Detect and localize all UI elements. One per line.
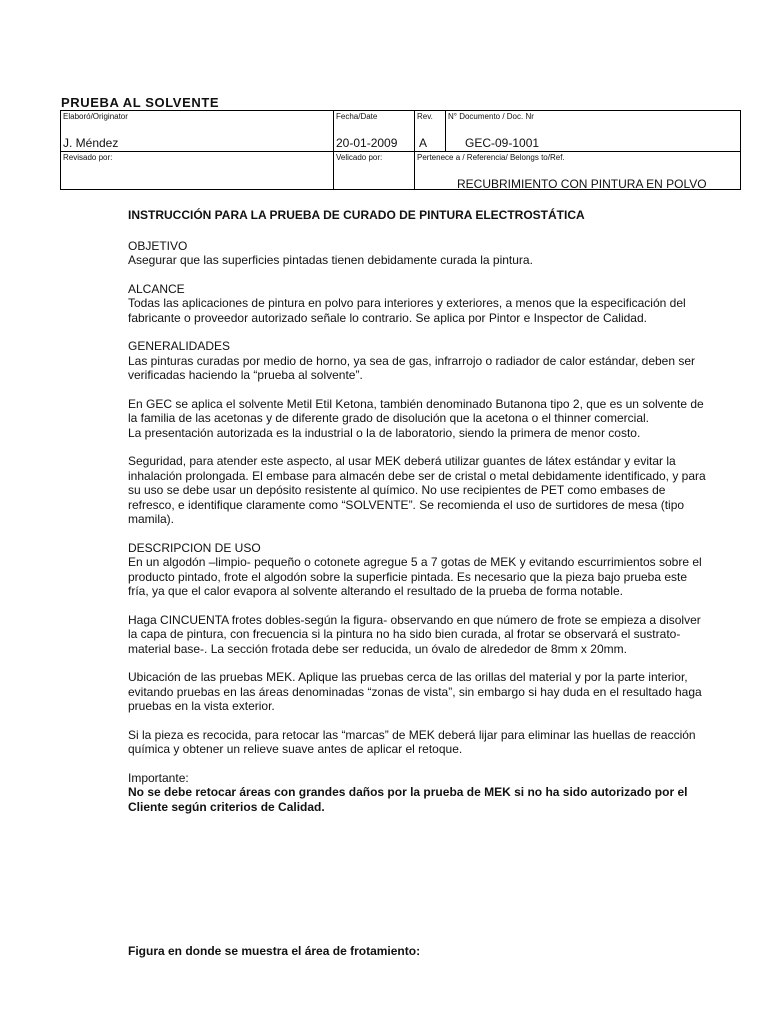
section-gec-solvent bbox=[128, 397, 708, 441]
objetivo-title: OBJETIVO bbox=[128, 238, 188, 253]
section-recocida bbox=[128, 728, 708, 757]
belongs-value: RECUBRIMIENTO CON PINTURA EN POLVO bbox=[457, 177, 707, 191]
rev-value: A bbox=[419, 136, 428, 150]
verified-label: Velicado por: bbox=[336, 153, 383, 162]
belongs-label: Pertenece a / Referencia/ Belongs to/Ref. bbox=[417, 153, 565, 162]
originator-value: J. Méndez bbox=[63, 136, 119, 150]
section-alcance bbox=[128, 282, 708, 326]
section-descripcion bbox=[128, 541, 708, 599]
generalidades-title: GENERALIDADES bbox=[128, 339, 231, 353]
alcance-text: Todas las aplicaciones de pintura en polvo para interiores y exteriores, a menos que la especificación del fabricante o proveedor autorizado señale lo contrario. Se aplica por Pintor e Inspector de Calidad. bbox=[128, 296, 686, 325]
descripcion-p1: En un algodón –limpio- pequeño o cotonete agregue 5 a 7 gotas de MEK y evitando escurrimientos sobre el producto pintado, frote el algodón sobre la superficie pintada. Es necesario que la pieza bajo prueba este fría, ya que el calor evapora al solvente alterando el resultado de la prueba de forma notable. bbox=[128, 555, 702, 598]
header-row-divider bbox=[61, 151, 740, 152]
generalidades-p2a: En GEC se aplica el solvente Metil Etil Ketona, también denominado Butanona tipo 2, que es un solvente de la familia de las acetonas y de diferente grado de disolución que la acetona o el thinner comercial. bbox=[128, 396, 704, 425]
objetivo-text: Asegurar que las superficies pintadas tienen debidamente curada la pintura. bbox=[128, 253, 533, 267]
main-heading: INSTRUCCIÓN PARA LA PRUEBA DE CURADO DE PINTURA ELECTROSTÁTICA bbox=[128, 208, 585, 222]
header-col-divider-2 bbox=[414, 111, 415, 151]
docnr-value: GEC-09-1001 bbox=[465, 136, 540, 150]
importante-text: No se debe retocar áreas con grandes daños por la prueba de MEK si no ha sido autorizado por el Cliente según criterios de Calidad. bbox=[128, 785, 688, 814]
figure-caption: Figura en donde se muestra el área de frotamiento: bbox=[128, 944, 421, 958]
descripcion-p4: Si la pieza es recocida, para retocar las “marcas” de MEK deberá lijar para eliminar las huellas de reacción química y obtener un relieve suave antes de aplicar el retoque. bbox=[128, 727, 696, 756]
header-col-divider-4 bbox=[414, 151, 415, 189]
section-frotes bbox=[128, 613, 708, 657]
originator-label: Elaboró/Originator bbox=[63, 112, 128, 121]
header-col-divider-3 bbox=[445, 111, 446, 151]
descripcion-p2: Haga CINCUENTA frotes dobles-según la figura- observando en que número de frote se empieza a disolver la capa de pintura, con frecuencia si la pintura no ha sido bien curada, al frotar se observará el sustrato-material base-. La sección frotada debe ser reducida, un óvalo de alrededor de 8mm x 20mm. bbox=[128, 612, 701, 656]
generalidades-p2b: La presentación autorizada es la industrial o la de laboratorio, siendo la primera de menor costo. bbox=[128, 425, 641, 440]
rev-label: Rev. bbox=[417, 112, 433, 121]
alcance-title: ALCANCE bbox=[128, 281, 185, 296]
document-title: PRUEBA AL SOLVENTE bbox=[61, 95, 220, 110]
importante-label: Importante: bbox=[128, 770, 189, 785]
generalidades-p3: Seguridad, para atender este aspecto, al usar MEK deberá utilizar guantes de látex estándar y evitar la inhalación prolongada. El embase para almacén debe ser de cristal o metal debidamente identificado, y para su uso se debe usar un depósito resistente al químico. No use recipientes de PET como embases de refresco, e identifique claramente como “SOLVENTE”. Se recomienda el uso de surtidores de mesa (tipo mamila). bbox=[128, 454, 706, 526]
section-generalidades bbox=[128, 339, 708, 383]
section-importante bbox=[128, 771, 708, 815]
descripcion-p3: Ubicación de las pruebas MEK. Aplique las pruebas cerca de las orillas del material y por la parte interior, evitando pruebas en las áreas denominadas “zonas de vista”, sin embargo si hay duda en el resultado haga pruebas en la vista exterior. bbox=[128, 670, 702, 713]
header-table bbox=[60, 110, 741, 190]
section-objetivo bbox=[128, 239, 708, 268]
section-ubicacion bbox=[128, 670, 708, 714]
date-value: 20-01-2009 bbox=[336, 136, 398, 150]
docnr-label: N° Documento / Doc. Nr bbox=[448, 112, 534, 121]
reviewed-label: Revisado por: bbox=[63, 153, 113, 162]
document-body bbox=[128, 208, 708, 828]
generalidades-p1: Las pinturas curadas por medio de horno, ya sea de gas, infrarrojo o radiador de calor estándar, deben ser verificadas haciendo la “prueba al solvente”. bbox=[128, 353, 696, 382]
descripcion-title: DESCRIPCION DE USO bbox=[128, 540, 261, 555]
section-seguridad bbox=[128, 454, 708, 527]
header-col-divider-1 bbox=[333, 111, 334, 189]
date-label: Fecha/Date bbox=[336, 112, 378, 121]
